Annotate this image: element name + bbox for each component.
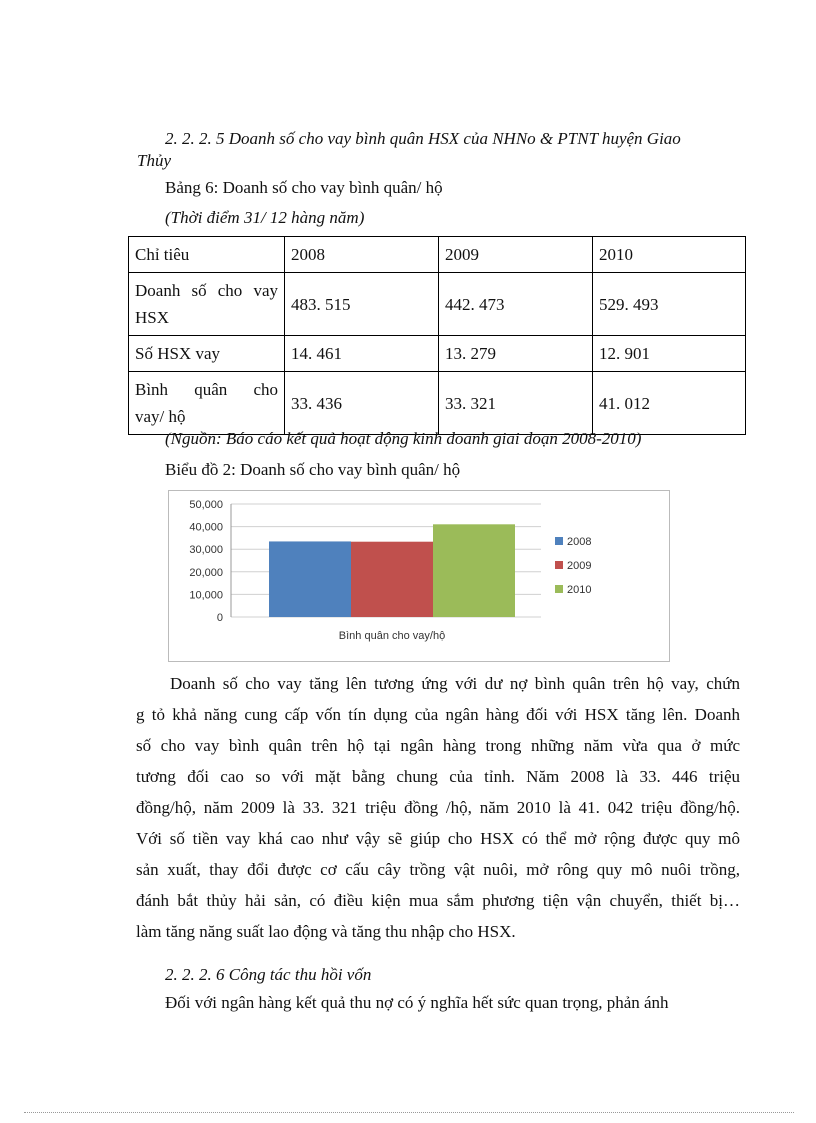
- table-title: Bảng 6: Doanh số cho vay bình quân/ hộ: [165, 178, 443, 197]
- paragraph-line: Doanh số cho vay tăng lên tương ứng với dư nợ bình quân trên hộ vay, chứn: [170, 674, 740, 693]
- y-tick-label: 40,000: [189, 521, 223, 534]
- paragraph-line: tương đối cao so với mặt bằng chung của tỉnh. Năm 2008 là 33. 446 triệu: [136, 767, 740, 786]
- table-row: [129, 336, 746, 372]
- bar-2010: [433, 524, 515, 617]
- section-heading: [137, 128, 745, 172]
- table-row-label: [129, 273, 285, 336]
- row-label-line: Bình quân cho: [135, 380, 278, 399]
- data-table: [128, 236, 746, 435]
- paragraph-line: Với số tiền vay khá cao như vậy sẽ giúp cho HSX có thể mở rộng được quy mô: [136, 829, 740, 848]
- table-row: [129, 273, 746, 336]
- paragraph-line: đồng/hộ, năm 2009 là 33. 321 triệu đồng /hộ, năm 2010 là 41. 042 triệu đồng/hộ.: [136, 798, 740, 817]
- row-label-line: Doanh số cho vay: [135, 281, 278, 300]
- table-cell: 529. 493: [593, 273, 746, 336]
- table-cell: 13. 279: [439, 336, 593, 372]
- table-row-label: Số HSX vay: [129, 336, 285, 372]
- legend-swatch-2008: [555, 537, 563, 545]
- table-header-row: [129, 237, 746, 273]
- section-heading-line-2: Thủy: [137, 151, 171, 170]
- paragraph-line: làm tăng năng suất lao động và tăng thu nhập cho HSX.: [136, 922, 516, 941]
- table-row-label: [129, 372, 285, 435]
- table-note: (Thời điểm 31/ 12 hàng năm): [165, 208, 365, 227]
- table-cell: 14. 461: [285, 336, 439, 372]
- y-tick-label: 30,000: [189, 544, 223, 557]
- bar-2009: [351, 542, 433, 617]
- paragraph-2-line: Đối với ngân hàng kết quả thu nợ có ý nghĩa hết sức quan trọng, phản ánh: [165, 993, 669, 1012]
- table-header-cell: 2010: [593, 237, 746, 273]
- table-cell: 41. 012: [593, 372, 746, 435]
- paragraph-line: số cho vay bình quân trên hộ tại ngân hàng trong những năm vừa qua ở mức: [136, 736, 740, 755]
- legend-label-2009: 2009: [567, 560, 592, 572]
- paragraph-line: sản xuất, thay đổi được cơ cấu cây trồng vật nuôi, mở rông quy mô nuôi trồng,: [136, 860, 740, 879]
- section-heading-2: 2. 2. 2. 6 Công tác thu hồi vốn: [165, 965, 372, 984]
- legend-swatch-2009: [555, 561, 563, 569]
- table-row: [129, 372, 746, 435]
- legend-label-2008: 2008: [567, 536, 592, 548]
- y-tick-label: 20,000: [189, 566, 223, 579]
- table-header-cell: 2009: [439, 237, 593, 273]
- legend-swatch-2010: [555, 585, 563, 593]
- x-category-label: Bình quân cho vay/hộ: [338, 630, 446, 642]
- bar-chart: [169, 491, 669, 661]
- table-cell: 33. 436: [285, 372, 439, 435]
- row-label-line: vay/ hộ: [135, 407, 186, 426]
- paragraph-line: g tỏ khả năng cung cấp vốn tín dụng của ngân hàng đối với HSX tăng lên. Doanh: [136, 705, 740, 724]
- y-tick-label: 0: [216, 612, 223, 624]
- table-header-cell: Chỉ tiêu: [129, 237, 285, 273]
- y-tick-label: 50,000: [189, 499, 223, 511]
- legend-label-2010: 2010: [567, 584, 592, 596]
- table-cell: 483. 515: [285, 273, 439, 336]
- chart-container: [168, 490, 670, 662]
- table-cell: 442. 473: [439, 273, 593, 336]
- section-heading-line-1: 2. 2. 2. 5 Doanh số cho vay bình quân HSX của NHNo & PTNT huyện Giao: [165, 129, 681, 148]
- paragraph-line: đánh bắt thủy hải sản, có điều kiện mua sắm phương tiện vận chuyển, thiết bị…: [136, 891, 740, 910]
- table-header-cell: 2008: [285, 237, 439, 273]
- y-tick-label: 10,000: [189, 589, 223, 602]
- table-cell: 12. 901: [593, 336, 746, 372]
- chart-title: Biểu đồ 2: Doanh số cho vay bình quân/ hộ: [165, 460, 461, 479]
- table-source: (Nguồn: Báo cáo kết quả hoạt động kinh doanh giai đoạn 2008-2010): [165, 429, 642, 448]
- paragraph-1: [136, 668, 740, 947]
- table-cell: 33. 321: [439, 372, 593, 435]
- bar-2008: [269, 541, 351, 617]
- row-label-line: HSX: [135, 308, 170, 327]
- page-bottom-rule: [24, 1112, 794, 1113]
